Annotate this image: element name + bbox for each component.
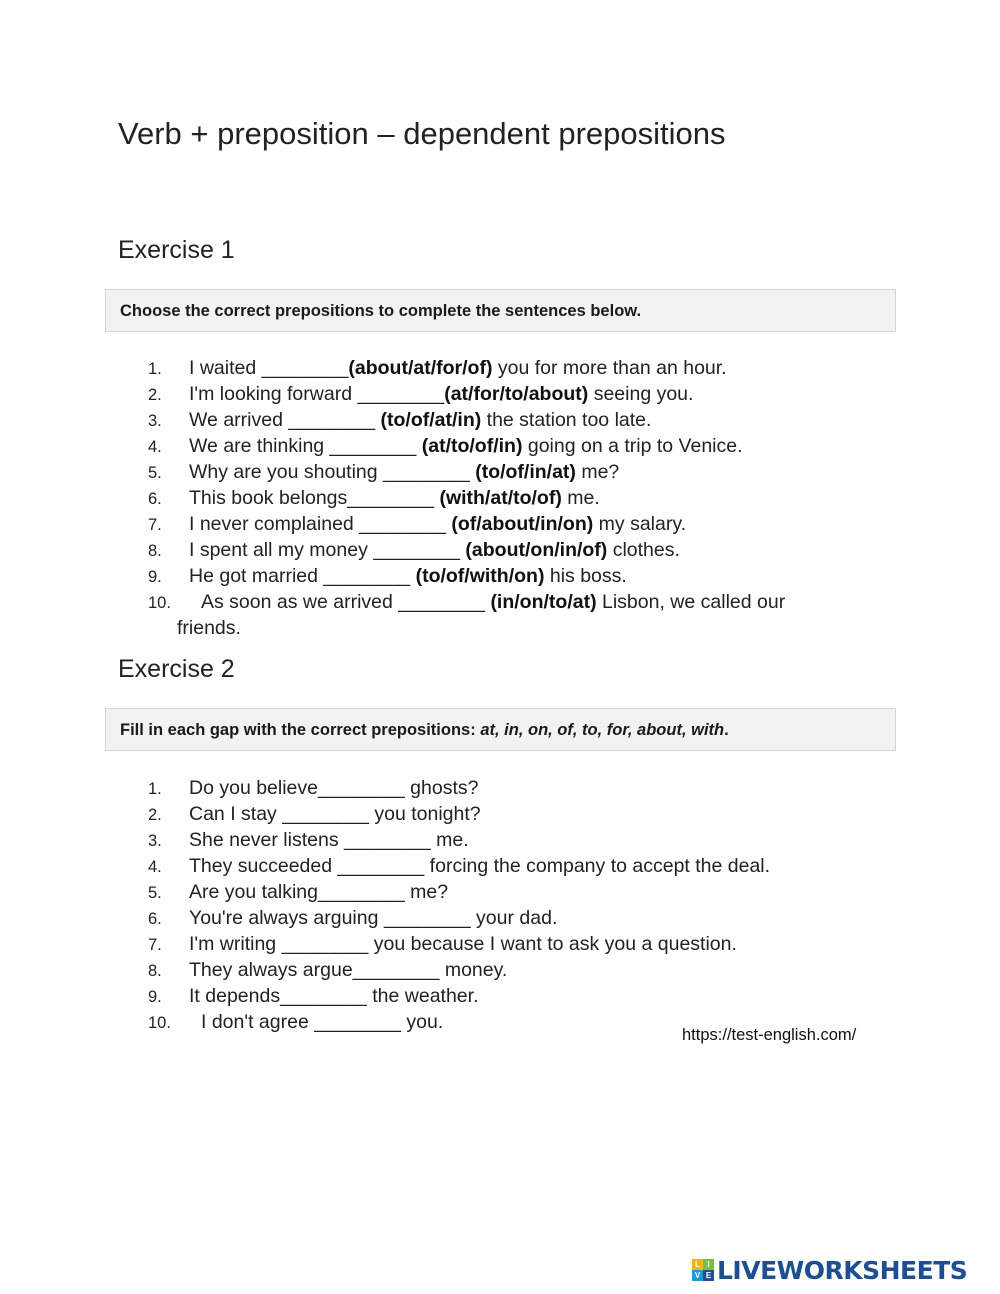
preposition-options: (at/to/of/in) (421, 435, 523, 457)
logo-letter: L (692, 1259, 703, 1270)
list-item (148, 984, 888, 1010)
item-number: 4. (148, 858, 162, 876)
exercise-2-heading: Exercise 2 (118, 655, 235, 683)
liveworksheets-logo[interactable] (692, 1255, 967, 1285)
list-item (148, 854, 888, 880)
sentence-start: We arrived ________ (189, 409, 381, 431)
instruction-text: Fill in each gap with the correct prepositions: (120, 721, 481, 739)
list-item (148, 460, 888, 486)
logo-letter: E (703, 1270, 714, 1281)
list-item (148, 880, 888, 906)
item-number: 7. (148, 516, 162, 534)
sentence-start: Why are you shouting ________ (189, 461, 476, 483)
exercise-2-list (148, 776, 888, 1036)
sentence-end: the station too late. (481, 409, 652, 431)
list-item (148, 408, 888, 434)
list-item (148, 776, 888, 802)
logo-letter: V (692, 1270, 703, 1281)
sentence: She never listens ________ me. (189, 829, 469, 851)
sentence-end: clothes. (607, 539, 680, 561)
exercise-1-heading: Exercise 1 (118, 236, 235, 264)
sentence-start: As soon as we arrived ________ (201, 591, 491, 613)
list-item (148, 932, 888, 958)
preposition-options: (with/at/to/of) (439, 487, 562, 509)
list-item (148, 958, 888, 984)
exercise-1-instruction: Choose the correct prepositions to complete the sentences below. (105, 289, 896, 332)
item-number: 9. (148, 568, 162, 586)
sentence-end: his boss. (544, 565, 627, 587)
item-number: 8. (148, 542, 162, 560)
list-item (148, 512, 888, 538)
preposition-options: (to/of/with/on) (415, 565, 545, 587)
logo-letter: I (703, 1259, 714, 1270)
item-number: 6. (148, 490, 162, 508)
preposition-options: (of/about/in/on) (451, 513, 594, 535)
preposition-options: (at/for/to/about) (444, 383, 589, 405)
sentence-end: me. (561, 487, 600, 509)
sentence-start: We are thinking ________ (189, 435, 422, 457)
liveworksheets-icon (692, 1259, 714, 1281)
list-item (148, 590, 888, 616)
item-number: 5. (148, 464, 162, 482)
list-item (148, 802, 888, 828)
list-item (148, 828, 888, 854)
item-number: 4. (148, 438, 162, 456)
preposition-options: (to/of/in/at) (475, 461, 576, 483)
item-number: 10. (148, 594, 171, 612)
item-number: 2. (148, 806, 162, 824)
sentence-end: me? (575, 461, 620, 483)
item-number: 9. (148, 988, 162, 1006)
item-number: 6. (148, 910, 162, 928)
item-number: 3. (148, 832, 162, 850)
sentence: Are you talking________ me? (189, 881, 449, 903)
preposition-options: (to/of/at/in) (380, 409, 482, 431)
source-link[interactable]: https://test-english.com/ (682, 1026, 857, 1044)
sentence-end: you for more than an hour. (492, 357, 727, 379)
sentence-end: my salary. (593, 513, 687, 535)
sentence-end: seeing you. (588, 383, 694, 405)
sentence: They always argue________ money. (189, 959, 508, 981)
sentence-end: going on a trip to Venice. (522, 435, 743, 457)
list-item (148, 434, 888, 460)
sentence-start: I waited ________ (189, 357, 349, 379)
sentence: You're always arguing ________ your dad. (189, 907, 558, 929)
item-number: 7. (148, 936, 162, 954)
sentence-start: I never complained ________ (189, 513, 452, 535)
sentence: They succeeded ________ forcing the company to accept the deal. (189, 855, 771, 877)
sentence: I don't agree ________ you. (201, 1011, 444, 1033)
instruction-options: at, in, on, of, to, for, about, with (480, 721, 725, 739)
exercise-1-list (148, 356, 888, 641)
exercise-2-instruction (105, 708, 896, 751)
list-item (148, 564, 888, 590)
list-item (148, 486, 888, 512)
sentence-start: He got married ________ (189, 565, 416, 587)
item-number: 1. (148, 360, 162, 378)
item-number: 1. (148, 780, 162, 798)
item-number: 3. (148, 412, 162, 430)
item-number: 2. (148, 386, 162, 404)
preposition-options: (about/at/for/of) (348, 357, 493, 379)
sentence-start: I'm looking forward ________ (189, 383, 445, 405)
sentence: Do you believe________ ghosts? (189, 777, 479, 799)
list-item (148, 356, 888, 382)
list-item (148, 538, 888, 564)
page-title: Verb + preposition – dependent prepositions (118, 116, 726, 151)
sentence: I'm writing ________ you because I want to ask you a question. (189, 933, 737, 955)
list-item (148, 906, 888, 932)
item-number: 10. (148, 1014, 171, 1032)
list-item (148, 382, 888, 408)
sentence: Can I stay ________ you tonight? (189, 803, 481, 825)
brand-name: LIVEWORKSHEETS (717, 1255, 968, 1285)
sentence-start: I spent all my money ________ (189, 539, 466, 561)
instruction-end: . (724, 721, 729, 739)
sentence-end: Lisbon, we called our (596, 591, 786, 613)
preposition-options: (about/on/in/of) (465, 539, 608, 561)
list-item-continuation: friends. (177, 617, 241, 639)
sentence-start: This book belongs________ (189, 487, 440, 509)
item-number: 8. (148, 962, 162, 980)
preposition-options: (in/on/to/at) (490, 591, 597, 613)
item-number: 5. (148, 884, 162, 902)
sentence: It depends________ the weather. (189, 985, 479, 1007)
